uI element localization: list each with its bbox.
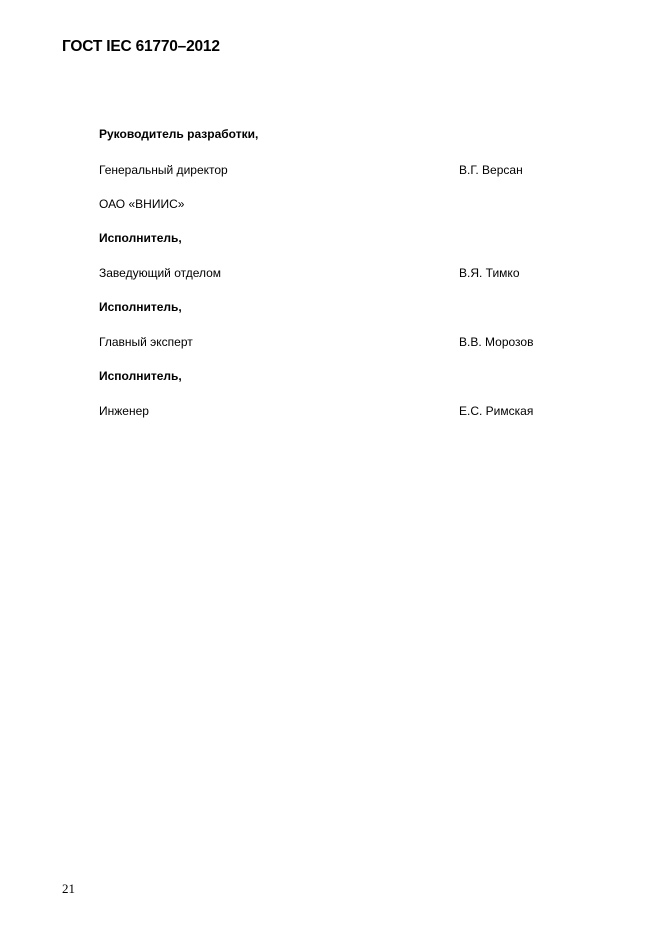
document-header: ГОСТ IEC 61770–2012	[62, 38, 220, 55]
person-name-timko: В.Я. Тимко	[459, 266, 520, 280]
page-number: 21	[62, 881, 75, 896]
person-name-morozov: В.В. Морозов	[459, 335, 534, 349]
position-engineer: Инженер	[99, 404, 149, 418]
role-heading-lead: Руководитель разработки,	[99, 127, 259, 141]
role-heading-executor-1: Исполнитель,	[99, 231, 182, 245]
person-name-rimskaya: Е.С. Римская	[459, 404, 534, 418]
position-chief-expert: Главный эксперт	[99, 335, 193, 349]
organization-name: ОАО «ВНИИС»	[99, 197, 185, 211]
position-general-director: Генеральный директор	[99, 163, 228, 177]
role-heading-executor-2: Исполнитель,	[99, 300, 182, 314]
role-heading-executor-3: Исполнитель,	[99, 369, 182, 383]
person-name-versan: В.Г. Версан	[459, 163, 523, 177]
position-department-head: Заведующий отделом	[99, 266, 222, 280]
